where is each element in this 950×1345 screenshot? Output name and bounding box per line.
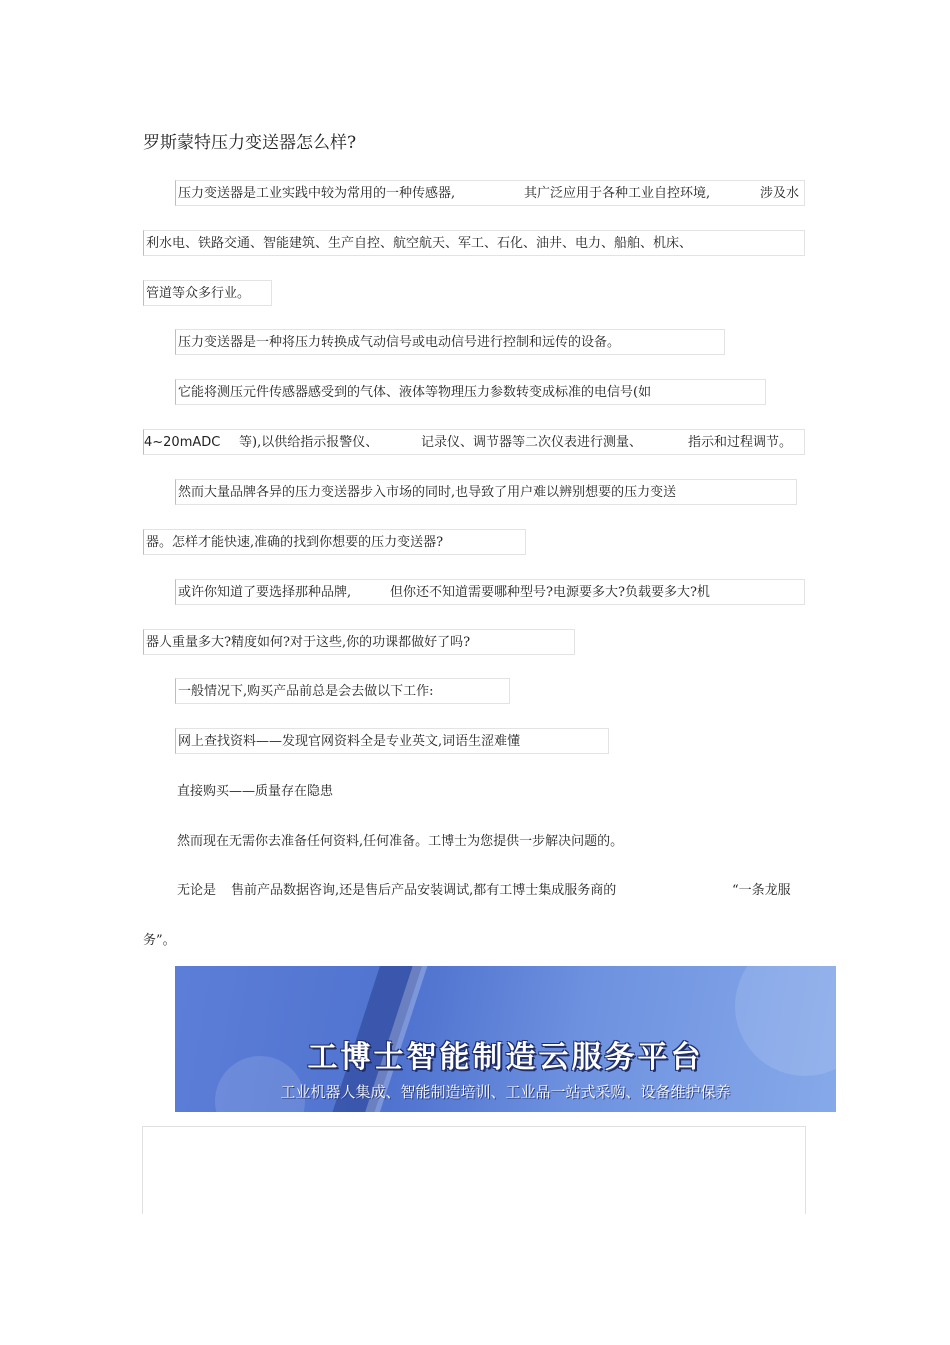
banner-title: 工博士智能制造云服务平台: [307, 1040, 704, 1075]
text-line: [175, 579, 805, 605]
text-line: [175, 329, 725, 355]
text-segment: 器。怎样才能快速,准确的找到你想要的压力变送器?: [146, 535, 444, 550]
text-segment: 然而现在无需你去准备任何资料,任何准备。工博士为您提供一步解决问题的。: [177, 834, 624, 849]
text-line: [175, 678, 510, 704]
banner-subtitle: 工业机器人集成、智能制造培训、工业品一站式采购、设备维护保养: [280, 1083, 731, 1101]
text-segment: 然而大量品牌各异的压力变送器步入市场的同时,也导致了用户难以辨别想要的压力变送: [178, 485, 677, 500]
text-segment: 指示和过程调节。: [688, 435, 793, 450]
text-segment: 压力变送器是一种将压力转换成气动信号或电动信号进行控制和远传的设备。: [178, 335, 621, 350]
text-segment: 4~20mADC: [144, 435, 221, 450]
text-segment: 涉及水: [760, 186, 800, 201]
page-title: 罗斯蒙特压力变送器怎么样?: [143, 133, 357, 153]
text-segment: 管道等众多行业。: [146, 286, 251, 301]
text-segment: 无论是: [177, 883, 217, 898]
empty-content-frame: [142, 1126, 806, 1214]
promo-banner: [175, 966, 836, 1112]
text-line: [143, 280, 272, 306]
text-segment: 它能将测压元件传感器感受到的气体、液体等物理压力参数转变成标准的电信号(如: [178, 385, 652, 400]
text-segment: 一般情况下,购买产品前总是会去做以下工作:: [178, 684, 434, 699]
text-segment: 器人重量多大?精度如何?对于这些,你的功课都做好了吗?: [146, 635, 471, 650]
text-line: [175, 728, 609, 754]
text-line: [143, 529, 526, 555]
text-segment: 记录仪、调节器等二次仪表进行测量、: [421, 435, 643, 450]
text-segment: 压力变送器是工业实践中较为常用的一种传感器,: [178, 186, 456, 201]
text-segment: 等),以供给指示报警仪、: [239, 435, 379, 450]
text-line: [143, 230, 805, 256]
text-segment: 务”。: [143, 933, 176, 948]
text-line: [175, 479, 797, 505]
text-segment: 但你还不知道需要哪种型号?电源要多大?负载要多大?机: [390, 585, 710, 600]
text-line: [143, 629, 575, 655]
text-segment: 网上查找资料——发现官网资料全是专业英文,词语生涩难懂: [178, 734, 521, 749]
text-line: [175, 379, 766, 405]
text-line: [177, 878, 805, 904]
text-segment: 利水电、铁路交通、智能建筑、生产自控、航空航天、军工、石化、油井、电力、船舶、机床、: [146, 236, 693, 251]
text-line: [143, 928, 243, 954]
text-segment: 其广泛应用于各种工业自控环境,: [524, 186, 711, 201]
text-segment: 售前产品数据咨询,还是售后产品安装调试,都有工博士集成服务商的: [231, 883, 617, 898]
text-line: [175, 180, 805, 206]
text-line: [177, 779, 477, 805]
text-line: [177, 829, 737, 855]
text-segment: 直接购买——质量存在隐患: [177, 784, 334, 799]
text-line: [143, 429, 805, 455]
text-segment: “一条龙服: [732, 883, 791, 898]
text-segment: 或许你知道了要选择那种品牌,: [178, 585, 352, 600]
